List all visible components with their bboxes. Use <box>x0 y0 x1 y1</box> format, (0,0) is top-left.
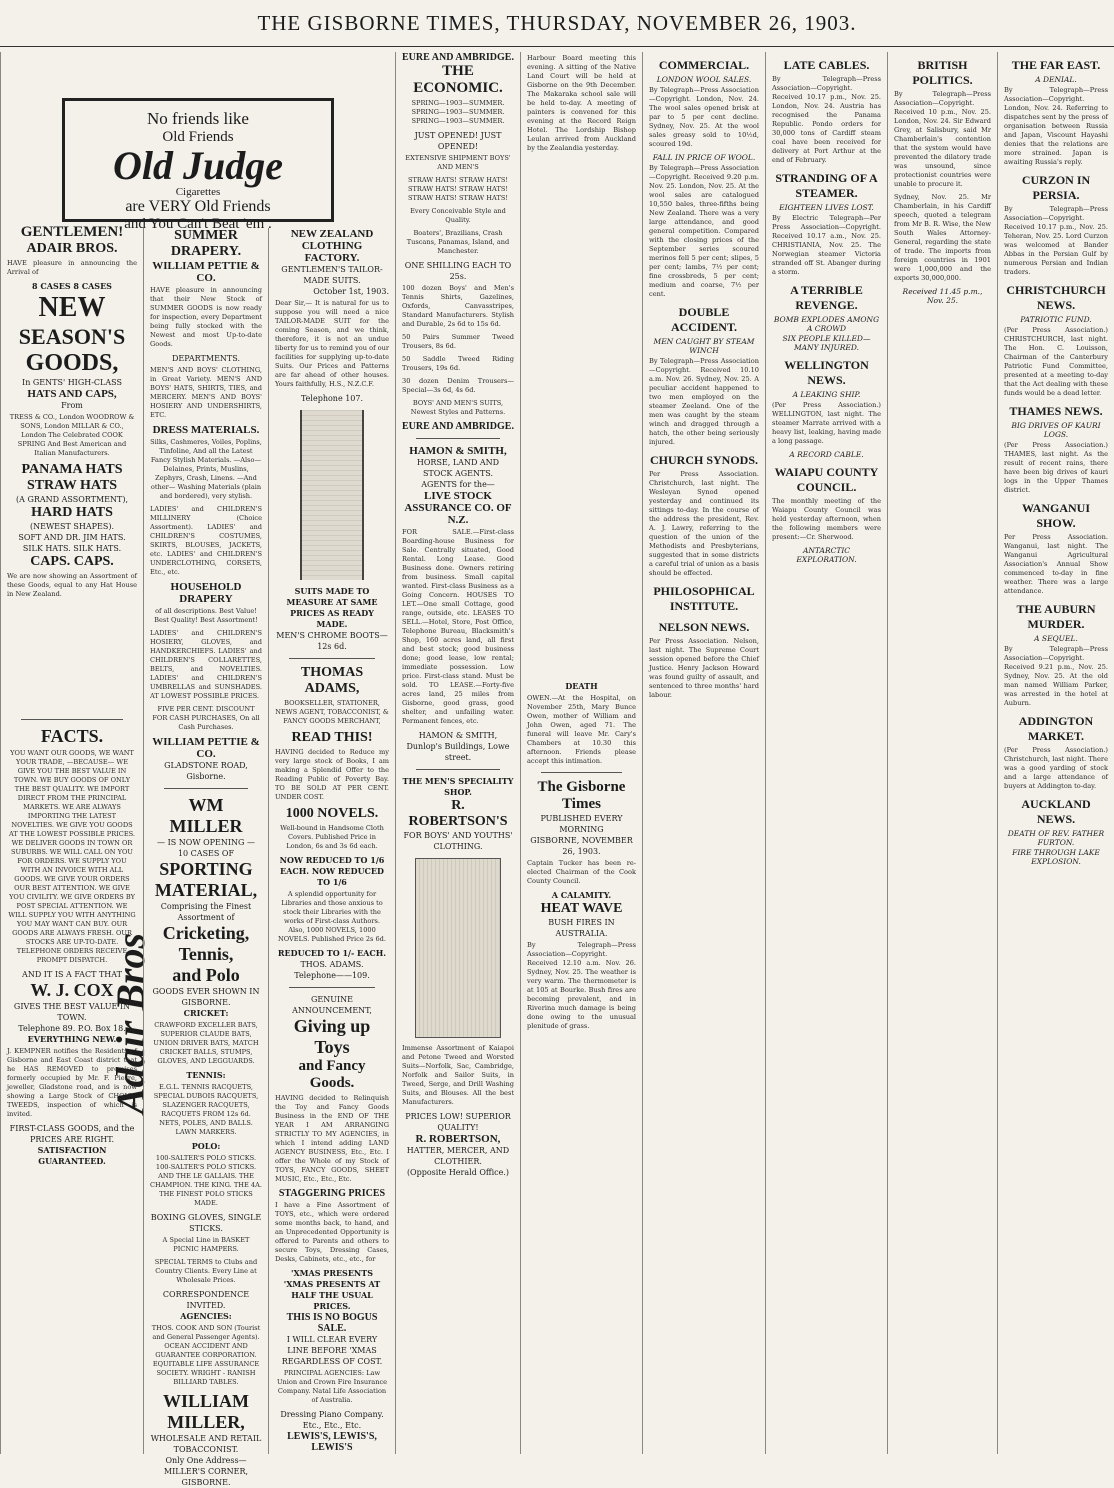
hamon-text: HORSE, LAND AND STOCK AGENTS. <box>416 458 500 478</box>
miller-footer: WILLIAM MILLER, <box>162 1391 249 1432</box>
double-text: By Telegraph—Press Association—Copyright. Received 10.10 a.m. Nov. 26. Sydney, Nov. 25. A peculiar accident happened to two men employed on the steamer Zeeland. One of the men was caught by the steam winch and dragged through a hatch, the other being seriously injured. <box>649 357 759 446</box>
wool-sub: LONDON WOOL SALES. <box>656 75 752 84</box>
old-judge-ad <box>62 98 334 232</box>
adair-bros-logo: Adair Bros <box>108 932 154 1115</box>
polo-text: 100-SALTER'S POLO STICKS. 100-SALTER'S POLO STICKS. AND THE LE GALLAIS. THE CHAMPION. THE KING. THE 4A. THE FINEST POLO STICKS MADE. <box>150 1154 262 1207</box>
letter-text: Dear Sir,— It is natural for us to suppose you will need a nice TAILOR-MADE SUIT for the coming Season, and we think, therefore, it is not an undue liberty for us to remind you of our facilities for supplying up-to-date Suits. Our Prices and Patterns are far ahead of other houses. Yours faithfully, H.S., N.Z.C.F. <box>275 299 389 388</box>
wholesale-line: WHOLESALE AND RETAIL TOBACCONIST. <box>150 1434 262 1454</box>
eure-footer: EURE AND AMBRIDGE. <box>402 421 514 432</box>
nelson-heading: NELSON NEWS. <box>658 620 750 634</box>
makers-text: TRESS & CO., London WOODROW & SONS, London MILLAR & CO., London The Celebrated COOK SPRING And Best American and Italian Manufacturers. <box>9 413 135 457</box>
from-line: From <box>61 401 83 410</box>
genuine-line: GENUINE ANNOUNCEMENT, <box>292 995 372 1015</box>
sequel-sub: A SEQUEL. <box>1034 634 1078 643</box>
eure-heading: EURE AND AMBRIDGE. <box>402 52 514 63</box>
hard-sub: (NEWEST SHAPES). <box>30 522 114 531</box>
first-class-line: FIRST-CLASS GOODS, and the PRICES ARE RIGHT. <box>9 1124 135 1144</box>
separator <box>541 772 622 773</box>
double-heading: DOUBLE ACCIDENT. <box>670 305 738 334</box>
saddle-text: 50 Saddle Tweed Riding Trousers, 19s 6d. <box>402 355 514 372</box>
correspondence-line: CORRESPONDENCE INVITED. <box>162 1290 250 1310</box>
straw-text: STRAW HATS! STRAW HATS! STRAW HATS! STRAW HATS! STRAW HATS! STRAW HATS! <box>407 176 509 202</box>
masthead-title: THE GISBORNE TIMES, THURSDAY, NOVEMBER 26, 1903. <box>257 11 857 35</box>
column-3 <box>268 228 395 1454</box>
dunlop-line: Dunlop's Buildings, Lowe street. <box>406 742 510 762</box>
pettie-footer: WILLIAM PETTIE & CO. <box>152 736 260 760</box>
separator <box>289 987 375 988</box>
staggering-text: I have a Fine Assortment of TOYS, etc., which were ordered some months back, to hand, and an Unprecedented Opportunity is offered to Parents and others to secure Toys, Dressing Cases, Desks, Cabinets, etc., etc., for <box>275 1201 389 1263</box>
steam-sub: MEN CAUGHT BY STEAM WINCH <box>653 337 755 355</box>
lives-sub: EIGHTEEN LIVES LOST. <box>779 203 874 212</box>
death-text: OWEN.—At the Hospital, on November 25th, Mary Bunce Owen, mother of William and John Owen, aged 71. The funeral will leave Mr. Cary's Chambers at 10.30 this afternoon. Friends please accept this intimation. <box>527 694 636 765</box>
ad-line-3: Cigarettes <box>175 186 221 198</box>
cricket-heading: Cricketing, <box>162 923 250 943</box>
adair-text: HAVE pleasure in announcing the Arrival of <box>7 259 137 276</box>
cases-line: 8 CASES 8 CASES <box>32 281 112 291</box>
novels-text: Well-bound in Handsome Cloth Covers. Published Price in London, 6s and 3s 6d each. <box>280 824 384 850</box>
lake-sub: FIRE THROUGH LAKE EXPLOSION. <box>1012 848 1100 866</box>
ladies-text: LADIES' and CHILDREN'S MILLINERY (Choice Assortment). LADIES' and CHILDREN'S COSTUMES, SKIRTS, BLOUSES, JACKETS, etc. LADIES' and CHILDREN'S UNDERCLOTHING, CORSETS, Etc., etc. <box>150 505 262 576</box>
every-text: Every Conceivable Style and Quality. <box>410 207 506 224</box>
special-text: A Special Line in BASKET PICNIC HAMPERS. <box>162 1236 250 1253</box>
pettie-heading: WILLIAM PETTIE & CO. <box>152 260 260 284</box>
wellington-heading: WELLINGTON NEWS. <box>784 358 869 387</box>
xmas-line: 'XMAS PRESENTS 'XMAS PRESENTS AT HALF THE USUAL PRICES. <box>283 1268 381 1311</box>
gentlemen-heading: GENTLEMEN! <box>20 224 124 240</box>
nz-clothing-heading: NEW ZEALAND CLOTHING FACTORY. <box>290 228 374 264</box>
published-line: PUBLISHED EVERY MORNING <box>540 814 623 834</box>
bomb-sub: BOMB EXPLODES AMONG A CROWD <box>773 315 880 333</box>
household-text: of all descriptions. Best Value! Best Quality! Best Assortment! <box>154 607 258 624</box>
separator <box>416 769 500 770</box>
denial-sub: A DENIAL. <box>1035 75 1077 84</box>
gentleman-illustration <box>300 410 364 580</box>
agencies-text: THOS. COOK AND SON (Tourist and General Passenger Agents). OCEAN ACCIDENT AND GUARANTEE CORPORATION. EQUITABLE LIFE ASSURANCE SOCIETY. WRIGHT - RANISH BILLIARD TABLES. <box>151 1324 261 1386</box>
dress-text: Silks, Cashmeres, Voiles, Poplins, Tinfoline, And all the Latest Fancy Stylish Materials. —Also— Delaines, Prints, Muslins, Zephyrs, Crash, Linens. —And other— Washing Materials (plain and bordered), very stylish. <box>150 438 262 500</box>
bush-text: By Telegraph—Press Association—Copyright. Received 12.10 a.m. Nov. 26. Sydney, Nov. 25. The weather is very warm. The thermometer is at 105 at Bourke. Bush fires are becoming prevalent, and in Riverina much damage is being done owing to the unusual plenitude of grass. <box>527 941 636 1030</box>
column-5 <box>520 52 642 1454</box>
departments-heading: DEPARTMENTS. <box>171 354 240 363</box>
opened-line: JUST OPENED! JUST OPENED! <box>414 131 502 151</box>
straw-heading: STRAW HATS <box>26 478 118 493</box>
polo-sub: POLO: <box>191 1141 221 1151</box>
curzon-text: By Telegraph—Press Association—Copyright. Received 10.17 p.m., Nov. 25. Teheran, Nov. 25. Lord Curzon was welcomed at Bander Abbas in the Persian Gulf by numerous Persian and Indian traders. <box>1004 205 1108 276</box>
column-6 <box>642 52 765 1454</box>
dunedin-text: Sydney, Nov. 25. Mr Chamberlain, in his Cardiff speech, quoted a telegram from Mr B. R. Wise, the New South Wales Attorney-General, regarding the state of trade. The imports from foreign countries in 1901 were 1,000,000 and the exports 30,000,000. <box>894 193 991 282</box>
commercial-heading: COMMERCIAL. <box>658 58 750 72</box>
separator <box>164 788 248 789</box>
kempner-text: J. KEMPNER notifies the Residents of Gisborne and East Coast district that he HAS REMOVED to premises formerly occupied by Mr. F. Pierre, jeweller, Gladstone road, and is now showing a Large Stock of CHOICE TWEEDS, inspection of which is invited. <box>7 1047 137 1118</box>
live-stock-heading: LIVE STOCK ASSURANCE CO. OF N.Z. <box>404 490 512 526</box>
nelson-text: Per Press Association. Nelson, last night. The Supreme Court session opened before the Chief Justice. Henry Jackson Howard was found guilty of assault, and sentenced to three months' hard labour. <box>649 637 759 699</box>
boys-suits-text: BOYS' AND MEN'S SUITS, Newest Styles and Patterns. <box>410 399 506 416</box>
giving-heading: Giving up Toys <box>293 1016 371 1057</box>
separator <box>289 658 375 659</box>
addington-text: (Per Press Association.) Christchurch, last night. There was a good yarding of stock and a large attendance of buyers at Addington to-day. <box>1004 746 1108 790</box>
bogus-heading: THIS IS NO BOGUS SALE. <box>286 1312 378 1334</box>
patriotic-sub: PATRIOTIC FUND. <box>1020 315 1092 324</box>
novels-heading: 1000 NOVELS. <box>285 806 379 821</box>
satisfaction-line: SATISFACTION GUARANTEED. <box>37 1145 107 1166</box>
gents-heading: GENTLEMEN'S TAILOR-MADE SUITS. <box>281 265 383 285</box>
boaters-text: Boaters', Brazilians, Crash Tuscans, Panamas, Island, and Manchester. <box>406 229 510 255</box>
thames-heading: THAMES NEWS. <box>1009 404 1103 418</box>
column-8 <box>887 52 997 1454</box>
leaking-text: (Per Press Association.) WELLINGTON, last night. The steamer Marrate arrived with a heavy list, leaking, having made a long passage. <box>772 401 881 445</box>
ad-line-5: and You Can't Beat 'em . <box>124 216 272 232</box>
tennis-text: E.G.L. TENNIS RACQUETS, SPECIAL DUBOIS RACQUETS, SLAZENGER RACQUETS, RACQUETS FROM 12s 6d. NETS, POLES, AND BALLS. LAWN MARKERS. <box>153 1083 259 1136</box>
one-shilling-line: ONE SHILLING EACH TO 25s. <box>404 261 512 281</box>
boy-illustration <box>415 858 501 1038</box>
times-title: The Gisborne Times <box>537 779 626 812</box>
column-1 <box>0 52 143 1454</box>
economic-heading: THE ECONOMIC. <box>413 63 503 96</box>
separator <box>416 438 500 439</box>
far-east-heading: THE FAR EAST. <box>1011 58 1101 72</box>
tennis-heading: Tennis, <box>178 944 234 964</box>
auckland-heading: AUCKLAND NEWS. <box>1021 797 1091 826</box>
polo-heading: and Polo <box>172 965 240 985</box>
facts-heading: FACTS. <box>40 726 104 746</box>
record-sub: A RECORD CABLE. <box>789 450 864 459</box>
denim-text: 30 dozen Denim Trousers—Special—3s 6d, 4s 6d. <box>402 377 514 394</box>
synods-heading: CHURCH SYNODS. <box>649 453 758 467</box>
late-text: By Telegraph—Press Association—Copyright. Received 10.17 p.m., Nov. 25. London, Nov. 24. Austria has recognised the Panama Republic. Pondo orders for 30,000 tons of Cardiff steam coal have been received for delivery at Port Arthur at the end of February. <box>772 75 881 164</box>
killed-sub: SIX PEOPLE KILLED—MANY INJURED. <box>782 334 871 352</box>
fancy-heading: and Fancy Goods. <box>298 1058 366 1091</box>
captain-text: Captain Tucker has been re-elected Chairman of the Cook County Council. <box>527 859 636 885</box>
local-news-text-block <box>527 157 636 677</box>
waiapu-heading: WAIAPU COUNTY COUNCIL. <box>774 465 879 494</box>
adams-footer: THOS. ADAMS. <box>300 960 364 969</box>
sporting-heading: SPORTING <box>159 859 253 879</box>
principal-text: PRINCIPAL AGENCIES: Law Union and Crown Fire Insurance Company. Natal Life Association of Australia. <box>276 1369 388 1404</box>
wanganui-text: Per Press Association. Wanganui, last night. The Wanganui Agricultural Association's Annual Show commenced to-day in fine weather. There was a large attendance. <box>1004 533 1108 595</box>
spring-text: SPRING—1903—SUMMER. SPRING—1903—SUMMER. SPRING—1903—SUMMER. <box>411 99 505 125</box>
telephone-line: Telephone 107. <box>300 394 364 403</box>
received-sub: Received 11.45 p.m., Nov. 25. <box>902 287 983 305</box>
seasons-heading: SEASON'S <box>18 324 126 349</box>
synods-text: Per Press Association. Christchurch, last night. The Wesleyan Synod opened yesterday and continued its sittings to-day. In the course of the address the president, Rev. A. J. Lawry, referring to the question of the union of the Methodists and Presbyterians, suggested that in some districts a careful trial of union as a basis should be effected. <box>649 470 759 577</box>
soft-line: SOFT AND DR. JIM HATS. <box>18 533 126 542</box>
fall-sub: FALL IN PRICE OF WOOL. <box>652 153 756 162</box>
ad-line-4: are VERY Old Friends <box>125 198 271 215</box>
goods-shown: GOODS EVER SHOWN IN GISBORNE. <box>152 987 260 1007</box>
prices-low-line: PRICES LOW! SUPERIOR QUALITY! <box>405 1112 511 1132</box>
antarctic-sub: ANTARCTIC EXPLORATION. <box>796 546 857 564</box>
boots-line: MEN'S CHROME BOOTS—12s 6d. <box>276 631 388 651</box>
summer-heading: SUMMER DRAPERY. <box>170 228 242 259</box>
dressing-line: Dressing Piano Company. Etc., Etc., Etc. <box>280 1410 384 1430</box>
waiapu-text: The monthly meeting of the Waiapu County Council was held yesterday afternoon, when the following members were present:—Cr. Sherwood. <box>772 497 881 541</box>
miller-heading: WM MILLER <box>169 795 243 836</box>
wool-text: By Telegraph—Press Association—Copyright. London, Nov. 24. The wool sales opened brisk at par to 5 per cent decline. Sydney, Nov. 25. At the wool sales greasy sold to 10½d, scoured 19d. <box>649 86 759 148</box>
opposite-line: (Opposite Herald Office.) <box>406 1168 510 1177</box>
leaking-sub: A LEAKING SHIP. <box>792 390 861 399</box>
dress-heading: DRESS MATERIALS. <box>152 424 260 436</box>
british-heading: BRITISH POLITICS. <box>912 58 973 87</box>
hard-heading: HARD HATS <box>31 505 113 520</box>
patriotic-text: (Per Press Association.) CHRISTCHURCH, last night. The Hon. C. Louisson, Chairman of the Canterbury Patriotic Fund Committee, presented at a meeting to-day that the Act dealing with these funds would be a dead letter. <box>1004 326 1108 397</box>
curzon-heading: CURZON IN PERSIA. <box>1021 173 1091 202</box>
lewis-footer: LEWIS'S, LEWIS'S, LEWIS'S <box>287 1431 377 1453</box>
hats-caps-heading: HATS AND CAPS, <box>27 388 117 400</box>
death-sub: DEATH OF REV. FATHER FURTON. <box>1007 829 1105 847</box>
speciality-line: THE MEN'S SPECIALITY SHOP. <box>402 776 514 797</box>
comprising-line: Comprising the Finest Assortment of <box>160 902 252 922</box>
late-heading: LATE CABLES. <box>783 58 870 72</box>
robertson-heading: R. ROBERTSON'S <box>408 798 508 829</box>
and-it-line: AND IT IS A FACT THAT <box>22 970 122 979</box>
masthead-rule <box>0 46 1114 47</box>
everything-heading: EVERYTHING NEW. <box>27 1034 117 1044</box>
for-sale-text: FOR SALE.—First-class Boarding-house Business for Sale. Centrally situated, Good Rental. Long Lease. Good Business done. Owners retiring from business. Small capital wanted. First-class Business as a Going Concern. HOUSES TO LET.—One small Cottage, good range, outside, etc. LEASES TO SELL.—Hotel, Store, Post Office, Telephone Bureau, Blacksmith's Shop, 160 acres land, all first and best stock; good business done; good lease, low rental; immediate possession. Low price. First-class stand. Must be sold. TO LEASE.—Forty-five acres land, 25 miles from Gisborne, good grass, good shelter, and unfailing water. Permanent fences, etc. <box>402 528 514 725</box>
caps-heading: CAPS. CAPS. <box>30 554 114 569</box>
clear-line: I WILL CLEAR EVERY LINE BEFORE 'XMAS REGARDLESS OF COST. <box>281 1335 383 1366</box>
stranding-text: By Electric Telegraph—Per Press Association—Copyright. Received 10.17 a.m., Nov. 25. CHRISTIANIA, Nov. 25. The Norwegian steamer Victoria stranded off St. Abanger during a storm. <box>772 214 881 276</box>
pettie-text: HAVE pleasure in announcing that their New Stock of SUMMER GOODS is now ready for inspection, every Department being fully stocked with the Newest and most Up-to-date Goods. <box>150 286 262 348</box>
death-heading: DEATH <box>565 681 598 691</box>
auburn-text: By Telegraph—Press Association—Copyright. Received 9.21 p.m., Nov. 25. Sydney, Nov. 25. At the old man named William Parker, was arrested in the hotel at Auburn. <box>1004 645 1108 707</box>
cases-of: 10 CASES OF <box>177 849 235 858</box>
for-boys-line: FOR BOYS' AND YOUTHS' CLOTHING. <box>403 831 513 851</box>
auburn-heading: THE AUBURN MURDER. <box>1016 602 1096 631</box>
new-heading: NEW <box>38 292 106 323</box>
silk-line: SILK HATS. SILK HATS. <box>22 544 122 553</box>
date-line: GISBORNE, NOVEMBER 26, 1903. <box>530 836 633 856</box>
discount-text: FIVE PER CENT. DISCOUNT FOR CASH PURCHASES, On all Cash Purchases. <box>152 705 260 731</box>
separator <box>21 719 123 720</box>
column-2 <box>143 228 268 1487</box>
heat-wave-heading: HEAT WAVE <box>540 901 623 916</box>
harbour-text: Harbour Board meeting this evening. A sitting of the Native Land Court will be held at Gisborne on the 9th December. The Makaraka school sale will be held to-day. A meeting of painters is convened for this evening at the Record Reign Hotel. The Lordship Bishop Leulan arrived from Auckland by the Zealandia yesterday. <box>527 54 636 152</box>
fall-text: By Telegraph—Press Association—Copyright. Received 9.20 p.m. Nov. 25. London, Nov. 25. At the wool sales are catalogued 10,550 bales, three-fifths being New Zealand. There was a very large attendance, and good general competition. Compared with the closing prices of the September series scoured merinos fell 5 per cent; slipes, 5 per cent; lambs, 7½ per cent; fine crossbreds, 5 per cent; medium and coarse, 7½ per cent. <box>649 164 759 298</box>
now-opening: — IS NOW OPENING — <box>157 838 255 847</box>
shipment-text: EXTENSIVE SHIPMENT BOYS' AND MEN'S <box>405 154 511 171</box>
tennis-sub: TENNIS: <box>186 1070 226 1080</box>
cox-text: GIVES THE BEST VALUE IN TOWN. <box>13 1002 131 1022</box>
fifty-text: 50 Pairs Summer Tweed Trousers, 8s 6d. <box>402 333 514 350</box>
in-gents-line: In GENTS' HIGH-CLASS <box>22 378 122 387</box>
ad-brand: Old Judge <box>113 143 283 188</box>
adams-text: BOOKSELLER, STATIONER, NEWS AGENT, TOBACCONIST, & FANCY GOODS MERCHANT, <box>275 699 389 725</box>
material-heading: MATERIAL, <box>154 880 258 900</box>
agents-line: AGENTS for the— <box>421 480 495 489</box>
goods-heading: GOODS, <box>25 350 119 376</box>
clubs-text: SPECIAL TERMS to Clubs and Country Clients. Every Line at Wholesale Prices. <box>154 1258 258 1284</box>
wanganui-heading: WANGANUI SHOW. <box>1021 501 1090 530</box>
reduced-line: NOW REDUCED TO 1/6 EACH. NOW REDUCED TO 1/6 <box>279 855 385 887</box>
hamon-footer: HAMON & SMITH, <box>418 731 498 740</box>
cricket-text: CRAWFORD EXCELLER BATS, SUPERIOR CLAUDE BATS, UNION DRIVER BATS, MATCH CRICKET BALLS, STUMPS, GLOVES, AND LEGGUARDS. <box>153 1021 259 1065</box>
hamon-heading: HAMON & SMITH, <box>409 445 507 457</box>
adams-heading: THOMAS ADAMS, <box>300 665 364 696</box>
calamity-heading: A CALAMITY. <box>551 890 612 900</box>
caps-text: We are now showing an Assortment of these Goods, equal to any Hat House in New Zealand. <box>7 572 137 598</box>
cricket-sub: CRICKET: <box>183 1008 229 1018</box>
boy-caption: Immense Assortment of Kaiapoi and Petone Tweed and Worsted Suits—Norfolk, Sac, Cambridge, Norfolk and Sailor Suits, in Tweed, Serge, and Drill Washing Suits, and Blouses. All the best Manufacturers. <box>402 1044 514 1106</box>
hosiery-text: LADIES' and CHILDREN'S HOSIERY, GLOVES, and HANDKERCHIEFS. LADIES' and CHILDREN'S COLLARETTES, BELTS, and NOVELTIES. LADIES' and CHILDREN'S UMBRELLAS and SUNSHADES. AT LOWEST POSSIBLE PRICES. <box>150 629 262 700</box>
only-one-line: Only One Address— <box>165 1456 247 1465</box>
column-7 <box>765 52 887 1454</box>
column-4 <box>395 52 520 1454</box>
column-9 <box>997 52 1114 1454</box>
stranding-heading: STRANDING OF A STEAMER. <box>775 171 878 200</box>
agencies-heading: AGENCIES: <box>180 1311 232 1321</box>
reduced2-line: REDUCED TO 1/- EACH. <box>277 948 387 958</box>
thames-text: (Per Press Association.) THAMES, last night. As the result of recent rains, there have been big drives of kauri logs in the Upper Thames district. <box>1004 441 1108 494</box>
telephone2-line: Telephone——109. <box>294 971 370 980</box>
corner-line: MILLER'S CORNER, GISBORNE. <box>163 1467 249 1487</box>
adair-heading: ADAIR BROS. <box>26 241 118 256</box>
dept-text: MEN'S AND BOYS' CLOTHING, in Great Variety. MEN'S AND BOYS' HATS, SHIRTS, TIES, and MERCERY. MEN'S AND BOYS' HOSIERY AND UNDERSHIRTS, ETC. <box>150 366 262 419</box>
boxing-line: BOXING GLOVES, SINGLE STICKS. <box>150 1213 262 1233</box>
bush-fires-heading: BUSH FIRES IN AUSTRALIA. <box>548 918 615 938</box>
cox-tel: Telephone 89. P.O. Box 18. <box>18 1024 126 1033</box>
hundred-text: 100 dozen Boys' and Men's Tennis Shirts, Gazelines, Oxfords, Canvasstripes, Standard Manufacturers. Stylish and Durable, 2s 6d to 15s 6d. <box>402 284 514 328</box>
suits-line: SUITS MADE TO MEASURE AT SAME PRICES AS READY MADE. <box>286 586 378 629</box>
denial-text: By Telegraph—Press Association—Copyright. London, Nov. 24. Referring to dispatches sent by the press of organisation between Russia and Japan, Viscount Hayashi denies that the relations are more strained. Japan is awaiting Russia's reply. <box>1004 86 1108 166</box>
robertson-footer: R. ROBERTSON, <box>415 1133 501 1145</box>
gladstone-line: GLADSTONE ROAD, Gisborne. <box>164 761 248 781</box>
philosophical-heading: PHILOSOPHICAL INSTITUTE. <box>653 584 755 613</box>
giving-text: HAVING decided to Relinquish the Toy and Fancy Goods Business in the END OF THE YEAR I AM ARRANGING STRICTLY TO MY AGENCIES, in which I intend adding LAND AGENCY BUSINESS, Etc., Etc. I offer the Whole of my Stock of TOYS, FANCY GOODS, SHEET MUSIC, Etc., Etc., Etc. <box>275 1094 389 1183</box>
also-text: A splendid opportunity for Libraries and those anxious to stock their Libraries with the works of First-class Authors. Also, 1000 NOVELS, 1000 NOVELS. Published Price 2s 6d. <box>277 890 387 943</box>
cox-heading: W. J. COX <box>30 980 114 1000</box>
read-text: HAVING decided to Reduce my very large stock of Books, I am making a Splendid Offer to the Reading Public of Poverty Bay. TO BE SOLD AT PER CENT. UNDER COST. <box>275 748 389 801</box>
british-text: By Telegraph—Press Association—Copyright. Received 10 p.m., Nov. 25. London, Nov. 24. Sir Edward Grey, at Salisbury, said Mr Chamberlain's contention that the system would have prevented the dilatory trade was unsound, since protectionist countries were unable to procure it. <box>894 90 991 188</box>
panama-heading: PANAMA HATS <box>21 462 123 477</box>
letter-date: October 1st, 1903. <box>313 287 389 296</box>
read-this-heading: READ THIS! <box>291 730 373 745</box>
revenge-heading: A TERRIBLE REVENGE. <box>790 283 863 312</box>
straw-sub: (A GRAND ASSORTMENT), <box>16 495 128 504</box>
facts-text: YOU WANT OUR GOODS, WE WANT YOUR TRADE, —BECAUSE— WE GIVE YOU THE BEST VALUE IN TOWN. WE BUY GOODS OF ONLY THE BEST QUALITY. WE IMPORT DIRECT FROM THE PRINCIPAL MARKETS. WE ARE ALWAYS IMPORTING THE LATEST NOVELTIES. WE GIVE YOU GOODS AT THE LOWEST POSSIBLE PRICES. WE DELIVER GOODS IN TOWN OR SUBURBS. WE WILL CALL ON YOU FOR ORDERS. WE SUPPLY YOU WITH AN INVOICE WITH ALL GOODS. WE GIVE YOUR ORDERS OUR BEST ATTENTION. WE GIVE YOU CIVILITY. WE GIVE ORDERS BY POST SPECIAL ATTENTION. WE WILL SUPPLY YOU WITH ANYTHING YOU MAY WANT CAN BUY. OUR GOODS ARE ALWAYS FRESH. OUR STOCKS ARE UP-TO-DATE. TELEPHONE ORDERS RECEIVE PROMPT DISPATCH. <box>8 749 136 964</box>
ad-line-2: Old Friends <box>162 129 234 145</box>
thames-sub: BIG DRIVES OF KAURI LOGS. <box>1011 421 1101 439</box>
staggering-heading: STAGGERING PRICES <box>278 1188 386 1199</box>
christchurch-heading: CHRISTCHURCH NEWS. <box>1006 283 1106 312</box>
household-heading: HOUSEHOLD DRAPERY <box>170 581 242 605</box>
hatter-line: HATTER, MERCER, AND CLOTHIER. <box>406 1146 510 1166</box>
addington-heading: ADDINGTON MARKET. <box>1018 714 1094 743</box>
ad-line-1: No friends like <box>147 109 249 128</box>
